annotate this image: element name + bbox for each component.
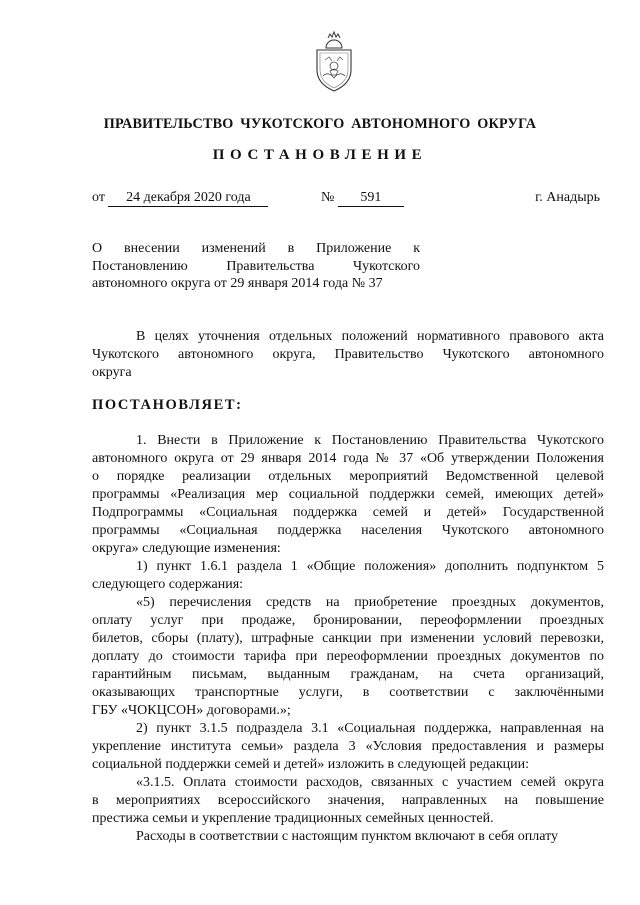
decree-city: г. Анадырь — [535, 190, 600, 205]
government-title: ПРАВИТЕЛЬСТВО ЧУКОТСКОГО АВТОНОМНОГО ОКРУГА — [103, 116, 537, 132]
decree-number — [321, 189, 404, 207]
decree-date — [92, 189, 268, 207]
body-line: оплату услуг при продаже, бронировании, переоформлении проездных — [92, 613, 604, 628]
body-line: доплату до стоимости тарифа при переоформлении проездных документов по — [92, 649, 604, 664]
date-value: 24 декабря 2020 года — [108, 190, 268, 207]
body-line: программы «Социальная поддержка населения Чукотского автономного — [92, 523, 604, 538]
body-line: «3.1.5. Оплата стоимости расходов, связанных с участием семей округа — [136, 775, 604, 790]
subject-line: автономного округа от 29 января 2014 года № 37 — [92, 276, 383, 291]
body-line: ГБУ «ЧОКЦСОН» договорами.»; — [92, 703, 291, 718]
subject-line: О внесении изменений в Приложение к — [92, 241, 420, 256]
decree-subject — [92, 240, 420, 293]
preamble-line: Чукотского автономного округа, Правительство Чукотского автономного — [92, 347, 604, 362]
date-prefix: от — [92, 190, 105, 205]
preamble-line: В целях уточнения отдельных положений нормативного правового акта — [136, 329, 604, 344]
document-type-title: ПОСТАНОВЛЕНИЕ — [212, 147, 428, 163]
body-line: программы «Реализация мер социальной поддержки семей, имеющих детей» — [92, 487, 604, 502]
body-line: автономного округа от 29 января 2014 года № 37 «Об утверждении Положения — [92, 451, 604, 466]
coat-of-arms-icon — [305, 26, 363, 96]
number-value: 591 — [338, 190, 404, 207]
preamble — [92, 328, 604, 382]
body-line: престижа семьи и укрепление традиционных семейных ценностей. — [92, 811, 494, 826]
number-label: № — [321, 190, 335, 205]
body-line: 2) пункт 3.1.5 подраздела 3.1 «Социальная поддержка, направленная на — [136, 721, 604, 736]
body-line: билетов, сборы (плату), штрафные санкции при изменении условий перевозки, — [92, 631, 604, 646]
decree-body — [92, 432, 604, 846]
body-line: следующего содержания: — [92, 577, 244, 592]
body-line: Подпрограммы «Социальная поддержка семей и детей» Государственной — [92, 505, 604, 520]
body-line: гарантийным письмам, выданным гражданам, на счета организаций, — [92, 667, 604, 682]
body-line: оказывающих транспортные услуги, в соответствии с заключёнными — [92, 685, 604, 700]
body-line: в мероприятиях всероссийского значения, направленных на повышение — [92, 793, 604, 808]
body-line: Расходы в соответствии с настоящим пунктом включают в себя оплату — [136, 829, 558, 844]
body-line: 1) пункт 1.6.1 раздела 1 «Общие положения» дополнить подпунктом 5 — [136, 559, 604, 574]
body-line: укрепление института семьи» раздела 3 «Условия предоставления и размеры — [92, 739, 604, 754]
body-line: о порядке реализации отдельных мероприятий Ведомственной целевой — [92, 469, 604, 484]
body-line: социальной поддержки семей и детей» изложить в следующей редакции: — [92, 757, 529, 772]
resolves-heading: ПОСТАНОВЛЯЕТ: — [92, 397, 243, 413]
body-line: 1. Внести в Приложение к Постановлению Правительства Чукотского — [136, 433, 604, 448]
subject-line: Постановлению Правительства Чукотского — [92, 258, 420, 274]
preamble-line: округа — [92, 365, 132, 380]
body-line: «5) перечисления средств на приобретение проездных документов, — [136, 595, 604, 610]
body-line: округа» следующие изменения: — [92, 541, 281, 556]
